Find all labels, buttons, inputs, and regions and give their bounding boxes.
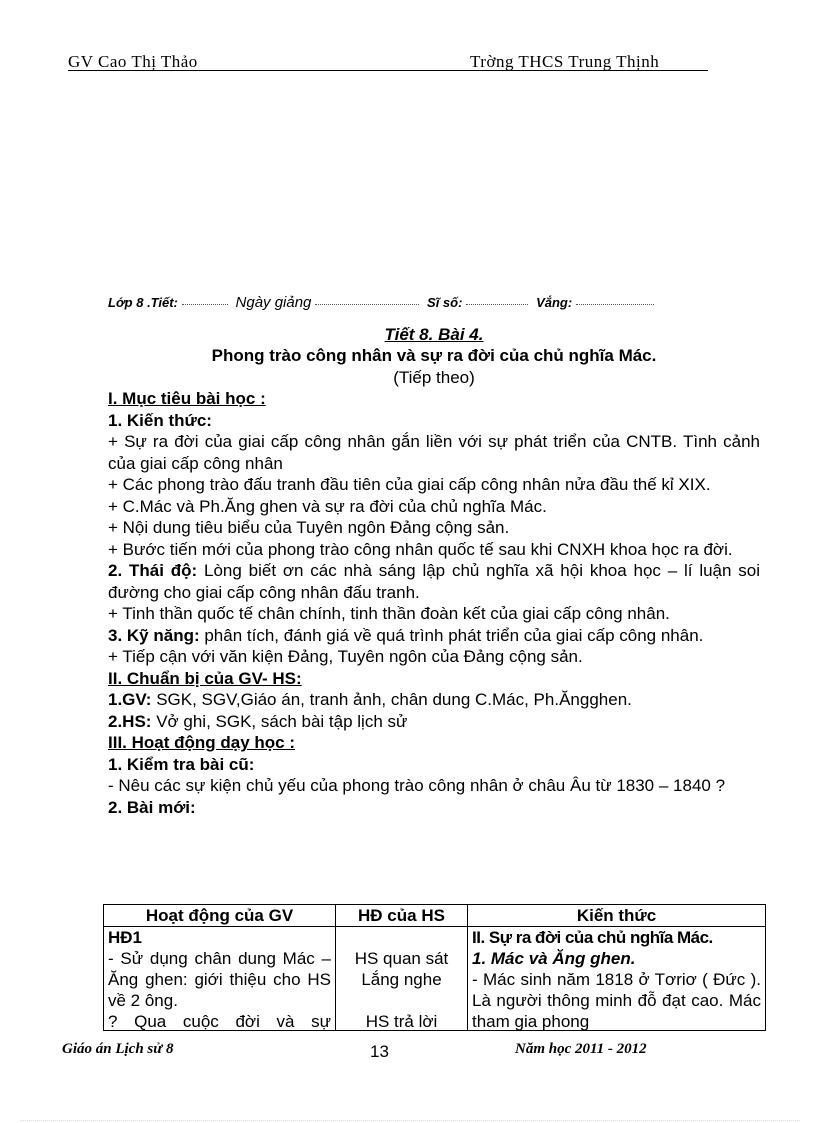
table-header: HĐ của HS — [336, 905, 468, 927]
lesson-meta — [108, 294, 658, 311]
table-header: Hoạt động của GV — [104, 905, 336, 927]
knowledge-cell — [468, 927, 766, 1031]
header-teacher: GV Cao Thị Thảo — [68, 52, 198, 71]
knowledge-text: - Mác sinh năm 1818 ở Tơriơ ( Đức ). Là người thông minh đỗ đạt cao. Mác tham gia phong — [472, 970, 761, 1030]
header-school: Trờng THCS Trung Thịnh — [470, 52, 660, 71]
skills-paragraph — [108, 625, 760, 647]
date-label: Ngày giảng — [235, 294, 312, 311]
review-question: - Nêu các sự kiện chủ yếu của phong trào công nhân ở châu Âu từ 1830 – 1840 ? — [108, 776, 726, 795]
knowledge-item: + Nội dung tiêu biểu của Tuyên ngôn Đảng cộng sản. — [108, 518, 510, 537]
teacher-activity-cell — [104, 927, 336, 1031]
table-header-row — [104, 905, 766, 927]
page-edge — [20, 1120, 800, 1121]
footer-school-year: Năm học 2011 - 2012 — [515, 1041, 647, 1057]
review-heading: 1. Kiểm tra bài cũ: — [108, 754, 255, 774]
section-objectives-heading: I. Mục tiêu bài học : — [108, 389, 266, 408]
student-prep — [108, 711, 760, 733]
student-prep-label: 2.HS: — [108, 711, 152, 731]
knowledge-subheading: 1. Mác và Ăng ghen. — [472, 949, 636, 968]
knowledge-item: + Bước tiến mới của phong trào công nhân quốc tế sau khi CNXH khoa học ra đời. — [108, 539, 733, 559]
student-prep-text: Vở ghi, SGK, sách bài tập lịch sử — [151, 711, 408, 731]
teacher-prep-label: 1.GV: — [108, 690, 152, 709]
skills-label: 3. Kỹ năng: — [108, 625, 200, 645]
student-action: Lắng nghe — [361, 970, 442, 989]
section-preparation-heading: II. Chuẩn bị của GV- HS: — [108, 668, 302, 688]
lesson-subtitle: (Tiếp theo) — [393, 368, 475, 387]
section-activities-heading: III. Hoạt động dạy học : — [108, 733, 295, 752]
absent-label: Vắng: — [536, 295, 573, 310]
lesson-number: Tiết 8. Bài 4. — [384, 325, 484, 344]
activity-label: HĐ1 — [108, 928, 143, 947]
activity-question: ? Qua cuộc đời và sự — [108, 1012, 331, 1030]
skills-item: + Tiếp cận với văn kiện Đảng, Tuyên ngôn của Đảng cộng sản. — [108, 647, 583, 666]
knowledge-section-heading: II. Sự ra đời của chủ nghĩa Mác. — [472, 928, 713, 947]
teacher-prep-text: SGK, SGV,Giáo án, tranh ảnh, chân dung C.Mác, Ph.Ăngghen. — [151, 690, 632, 709]
student-activity-cell — [336, 927, 468, 1031]
knowledge-heading: 1. Kiến thức: — [108, 410, 212, 430]
student-action: HS trả lời — [365, 1012, 438, 1030]
lesson-content — [108, 388, 760, 818]
class-label: Lớp 8 .Tiết: — [108, 295, 178, 310]
attitude-text: Lòng biết ơn các nhà sáng lập chủ nghĩa xã hội khoa học – lí luận soi đường cho giai cấp công nhân đấu tranh. — [108, 561, 761, 602]
footer-subject: Giáo án Lịch sử 8 — [62, 1041, 174, 1057]
knowledge-item: + Sự ra đời của giai cấp công nhân gắn liền với sự phát triển của CNTB. Tình cảnh của giai cấp công nhân — [108, 432, 760, 473]
skills-text: phân tích, đánh giá về quá trình phát triển của giai cấp công nhân. — [199, 625, 704, 645]
count-label: Sĩ số: — [427, 295, 463, 310]
table-row — [104, 927, 766, 1031]
lesson-plan-table — [103, 904, 766, 1031]
page-number: 13 — [370, 1042, 389, 1061]
attitude-label: 2. Thái độ: — [108, 561, 198, 580]
lesson-title: Phong trào công nhân và sự ra đời của chủ nghĩa Mác. — [211, 346, 657, 365]
attitude-item: + Tinh thần quốc tế chân chính, tinh thần đoàn kết của giai cấp công nhân. — [108, 604, 670, 623]
table-header: Kiến thức — [468, 905, 766, 927]
attitude-paragraph — [108, 560, 760, 603]
header-divider — [68, 70, 708, 71]
new-lesson-heading: 2. Bài mới: — [108, 797, 196, 817]
knowledge-item: + Các phong trào đấu tranh đầu tiên của giai cấp công nhân nửa đầu thế kỉ XIX. — [108, 475, 711, 494]
activity-text: - Sử dụng chân dung Mác – Ăng ghen: giới thiệu cho HS về 2 ông. — [108, 949, 331, 1010]
knowledge-item: + C.Mác và Ph.Ăng ghen và sự ra đời của chủ nghĩa Mác. — [108, 496, 547, 516]
teacher-prep — [108, 689, 760, 711]
student-action: HS quan sát — [354, 949, 449, 968]
